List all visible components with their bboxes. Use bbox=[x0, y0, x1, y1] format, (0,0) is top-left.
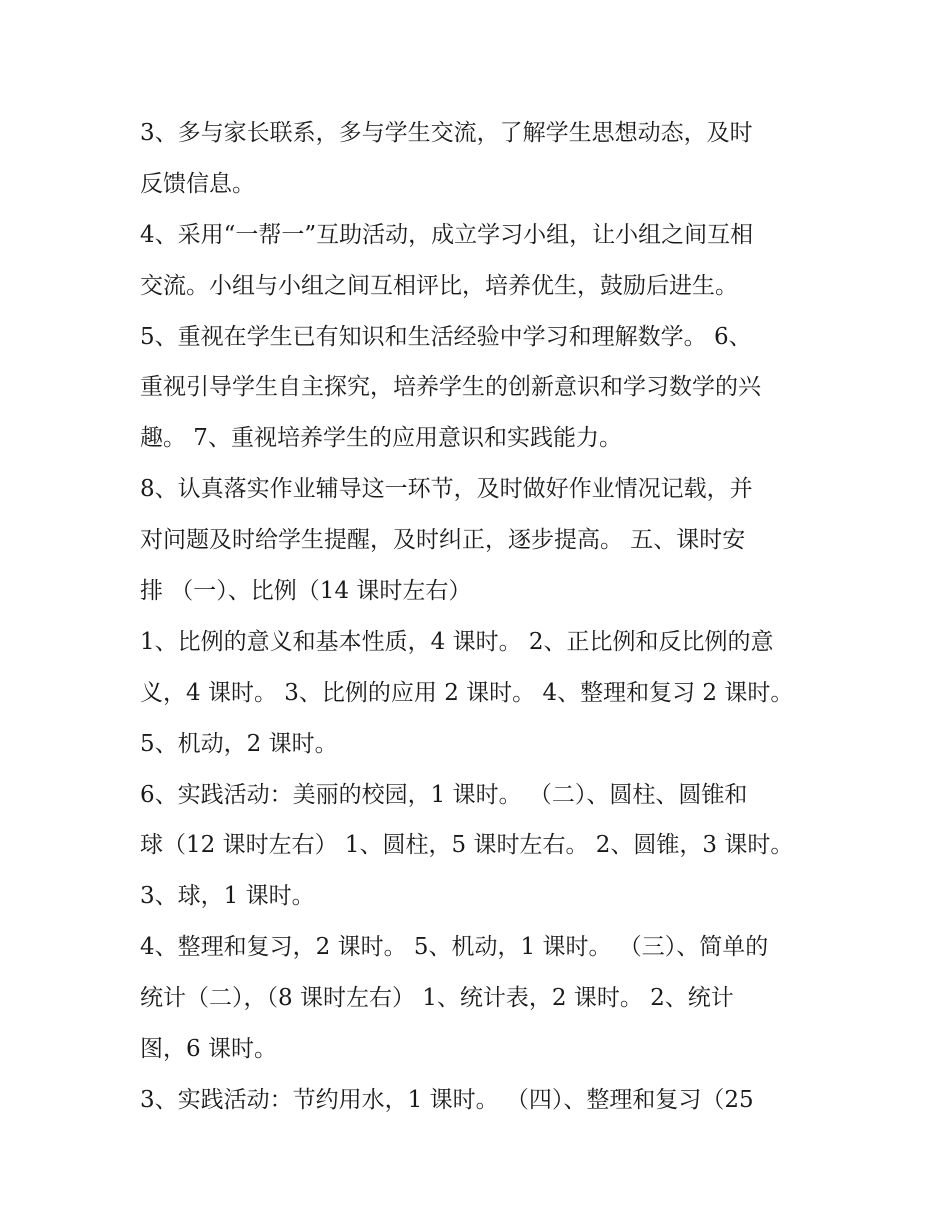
text-line-7: 趣。 7、重视培养学生的应用意识和实践能力。 bbox=[140, 425, 622, 452]
text-line-4: 交流。小组与小组之间互相评比，培养优生，鼓励后进生。 bbox=[140, 272, 738, 299]
text-line-11: 1、比例的意义和基本性质，4 课时。 2、正比例和反比例的意 bbox=[140, 628, 774, 655]
text-line-6: 重视引导学生自主探究，培养学生的创新意识和学习数学的兴 bbox=[140, 374, 761, 401]
text-line-12: 义，4 课时。 3、比例的应用 2 课时。 4、整理和复习 2 课时。 bbox=[140, 679, 794, 706]
text-line-5: 5、重视在学生已有知识和生活经验中学习和理解数学。 6、 bbox=[140, 323, 752, 350]
text-line-16: 3、球，1 课时。 bbox=[140, 883, 315, 910]
text-line-9: 对问题及时给学生提醒，及时纠正，逐步提高。 五、课时安 bbox=[140, 527, 746, 554]
document-body bbox=[140, 108, 820, 1126]
text-line-1: 3、多与家长联系，多与学生交流，了解学生思想动态，及时 bbox=[140, 120, 753, 146]
text-line-19: 图，6 课时。 bbox=[140, 1036, 277, 1063]
text-line-17: 4、整理和复习，2 课时。 5、机动，1 课时。 （三）、简单的 bbox=[140, 934, 769, 961]
text-line-2: 反馈信息。 bbox=[140, 170, 255, 197]
text-line-20: 3、实践活动：节约用水，1 课时。 （四）、整理和复习（25 bbox=[140, 1086, 754, 1113]
text-line-18: 统计（二），（8 课时左右） 1、统计表，2 课时。 2、统计 bbox=[140, 985, 734, 1012]
text-line-15: 球（12 课时左右） 1、圆柱，5 课时左右。 2、圆锥，3 课时。 bbox=[140, 832, 794, 859]
text-line-10: 排 （一）、比例（14 课时左右） bbox=[140, 578, 472, 605]
text-line-3: 4、采用“一帮一”互助活动，成立学习小组，让小组之间互相 bbox=[140, 221, 754, 248]
text-line-14: 6、实践活动：美丽的校园，1 课时。 （二）、圆柱、圆锥和 bbox=[140, 781, 748, 808]
text-line-8: 8、认真落实作业辅导这一环节，及时做好作业情况记载，并 bbox=[140, 476, 753, 503]
text-line-13: 5、机动，2 课时。 bbox=[140, 730, 338, 757]
